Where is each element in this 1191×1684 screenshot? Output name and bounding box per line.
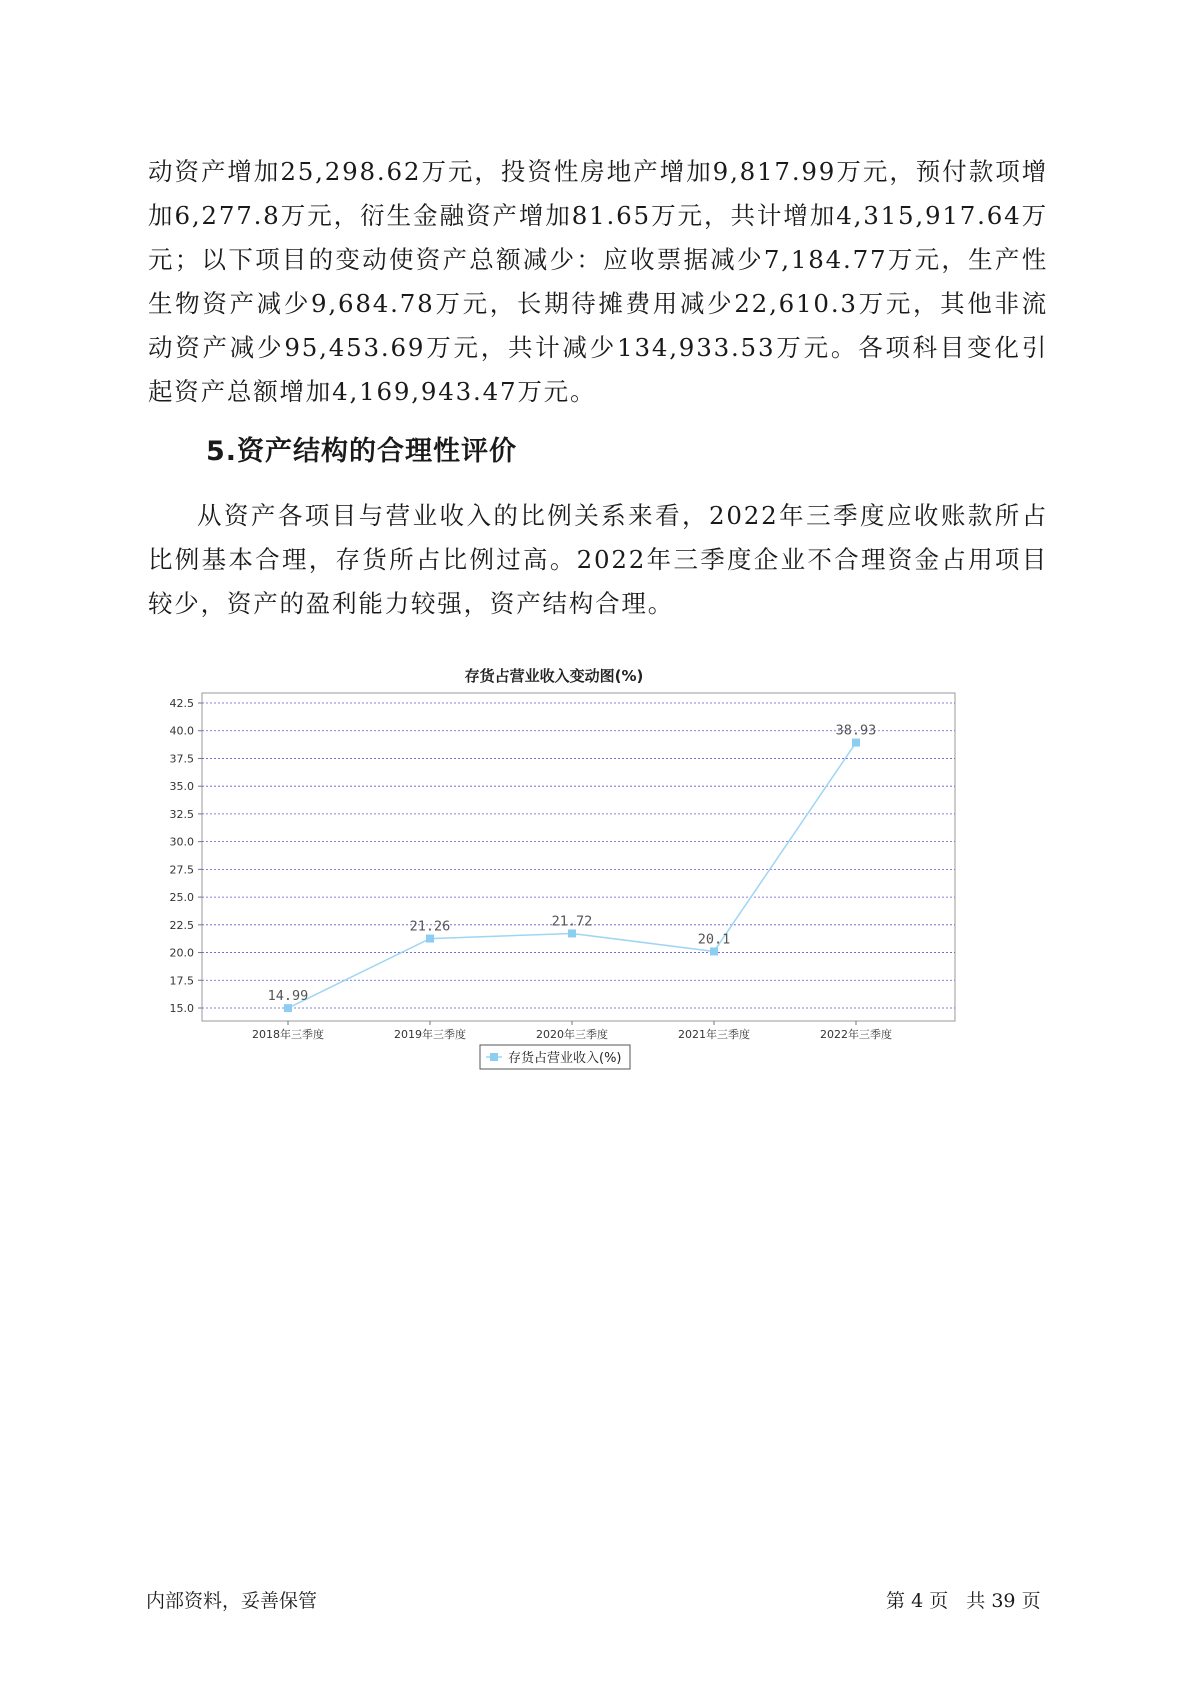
legend-label: 存货占营业收入(%) xyxy=(508,1051,622,1066)
x-tick-label: 2018年三季度 xyxy=(252,1028,324,1041)
page-label-prefix: 第 xyxy=(886,1590,906,1612)
y-tick-label: 17.5 xyxy=(169,974,194,988)
data-label: 38.93 xyxy=(835,722,877,739)
x-tick-label: 2020年三季度 xyxy=(536,1028,608,1041)
inventory-ratio-chart xyxy=(140,650,1040,1080)
y-tick-label: 42.5 xyxy=(169,697,194,710)
data-label: 21.26 xyxy=(409,918,451,935)
y-tick-label: 15.0 xyxy=(169,1002,194,1015)
body-paragraph-asset-structure: 从资产各项目与营业收入的比例关系来看，2022年三季度应收账款所占比例基本合理，存货所占比例过高。2022年三季度企业不合理资金占用项目较少，资产的盈利能力较强，资产结构合理。 xyxy=(148,501,1048,618)
data-label: 20.1 xyxy=(697,931,731,948)
y-tick-label: 25.0 xyxy=(169,891,194,905)
y-tick-label: 40.0 xyxy=(169,724,194,738)
page-number: 4 xyxy=(911,1590,924,1612)
y-tick-label: 20.0 xyxy=(169,946,194,960)
data-point-marker xyxy=(710,947,718,955)
footer-confidential-note: 内部资料，妥善保管 xyxy=(146,1590,318,1612)
data-point-marker xyxy=(284,1004,292,1012)
y-tick-label: 22.5 xyxy=(169,918,194,932)
x-tick-label: 2019年三季度 xyxy=(394,1028,466,1041)
data-point-marker xyxy=(426,935,434,943)
legend xyxy=(480,1045,630,1069)
body-paragraph-asset-change: 动资产增加25,298.62万元，投资性房地产增加9,817.99万元，预付款项增加6,277.8万元，衍生金融资产增加81.65万元，共计增加4,315,917.64万元；以下项目的变动使资产总额减少：应收票据减少7,184.77万元，生产性生物资产减少9,684.78万元，长期待摊费用减少22,610.3万元，其他非流动资产减少95,453.69万元，共计减少134,933.53万元。各项科目变化引起资产总额增加4,169,943.47万元。 xyxy=(148,157,1048,406)
total-pages: 39 xyxy=(991,1590,1016,1612)
y-tick-label: 32.5 xyxy=(169,807,194,821)
x-tick-label: 2021年三季度 xyxy=(678,1028,750,1041)
y-tick-label: 27.5 xyxy=(169,863,194,877)
footer-page-number xyxy=(886,1586,1041,1613)
y-tick-label: 37.5 xyxy=(169,752,194,766)
data-point-marker xyxy=(568,929,576,937)
y-tick-label: 30.0 xyxy=(169,835,194,849)
total-label-suffix: 页 xyxy=(1021,1590,1041,1612)
page-label-suffix: 页 xyxy=(929,1590,949,1612)
total-label-prefix: 共 xyxy=(966,1590,986,1612)
data-label: 14.99 xyxy=(267,988,309,1005)
data-label: 21.72 xyxy=(551,913,593,930)
plot-frame xyxy=(202,693,955,1021)
legend-marker xyxy=(490,1053,498,1061)
data-point-marker xyxy=(852,739,860,747)
x-tick-label: 2022年三季度 xyxy=(820,1028,892,1041)
section-heading: 5.资产结构的合理性评价 xyxy=(206,436,518,467)
chart-title: 存货占营业收入变动图(%) xyxy=(464,667,644,685)
y-tick-label: 35.0 xyxy=(169,780,194,794)
